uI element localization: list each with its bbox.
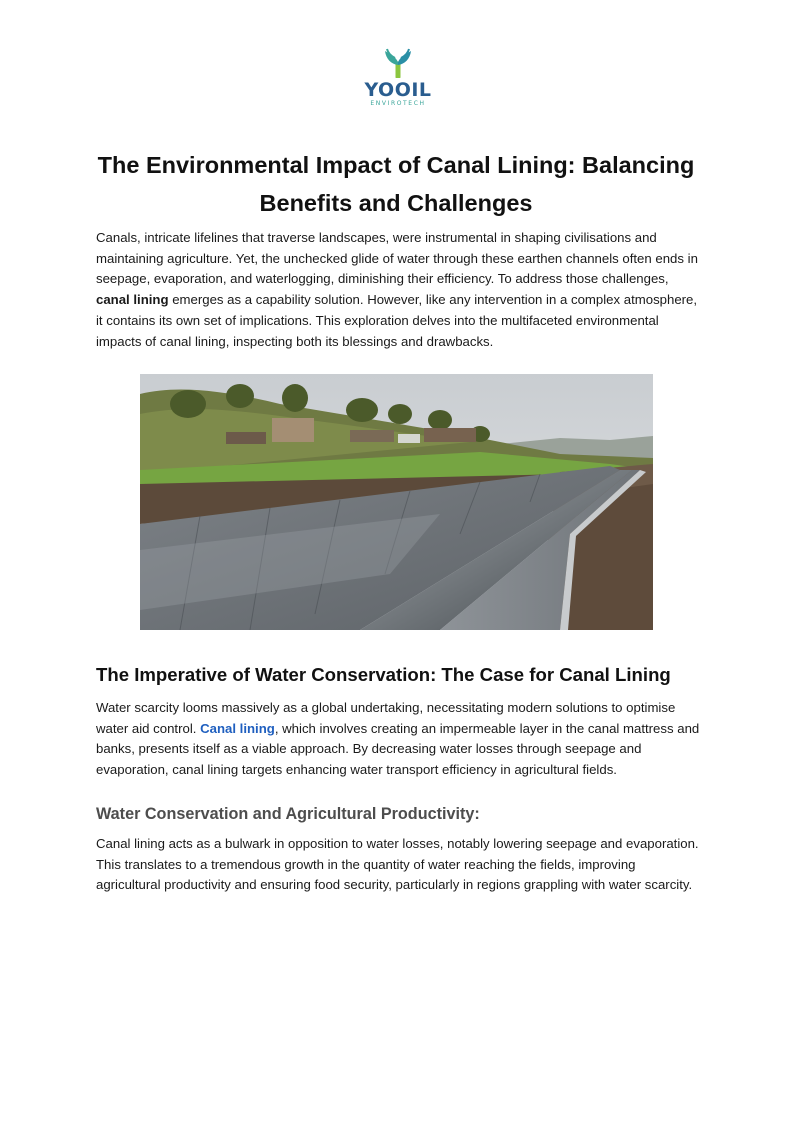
section-heading-water-conservation: The Imperative of Water Conservation: The Case for Canal Lining bbox=[96, 664, 671, 685]
intro-paragraph bbox=[96, 228, 701, 352]
yooil-logo-icon bbox=[378, 48, 418, 78]
brand-logo bbox=[356, 48, 440, 114]
intro-bold-term: canal lining bbox=[96, 292, 169, 308]
intro-text-end: emerges as a capability solution. However, like any intervention in a complex atmosphere, it contains its own set of implications. This exploration delves into the multifaceted environmental impacts of canal lining, inspecting both its blessings and drawbacks. bbox=[96, 292, 698, 349]
subheading-agricultural-productivity: Water Conservation and Agricultural Productivity: bbox=[96, 805, 480, 823]
page-title: The Environmental Impact of Canal Lining: Balancing Benefits and Challenges bbox=[97, 152, 695, 216]
logo-tagline: ENVIROTECH bbox=[370, 100, 426, 107]
canal-photo-icon bbox=[140, 374, 653, 630]
intro-text-start: Canals, intricate lifelines that traverse landscapes, were instrumental in shaping civilisations and maintaining agriculture. Yet, the unchecked glide of water through these earthen channels often ends in seepage, evaporation, and waterlogging, diminishing their efficiency. To address those challenges, bbox=[96, 230, 698, 287]
section2-paragraph: Canal lining acts as a bulwark in opposition to water losses, notably lowering seepage and evaporation. This translates to a tremendous growth in the quantity of water reaching the fields, improving agricultural productivity and ensuring food security, particularly in regions grappling with water scarcity. bbox=[96, 836, 699, 893]
canal-lining-photo bbox=[140, 374, 653, 630]
section1-text-end: , which involves creating an impermeable layer in the canal mattress and banks, presents itself as a viable approach. By decreasing water losses through seepage and evaporation, canal lining targets enhancing water transport efficiency in agricultural fields. bbox=[96, 720, 700, 778]
section1-paragraph bbox=[96, 698, 701, 781]
section1-text-start: Water scarcity looms massively as a global undertaking, necessitating modern solutions to optimise water aid control. bbox=[96, 700, 676, 736]
logo-brand-name: YOOIL bbox=[364, 79, 432, 101]
canal-lining-link[interactable]: Canal lining bbox=[200, 720, 275, 736]
